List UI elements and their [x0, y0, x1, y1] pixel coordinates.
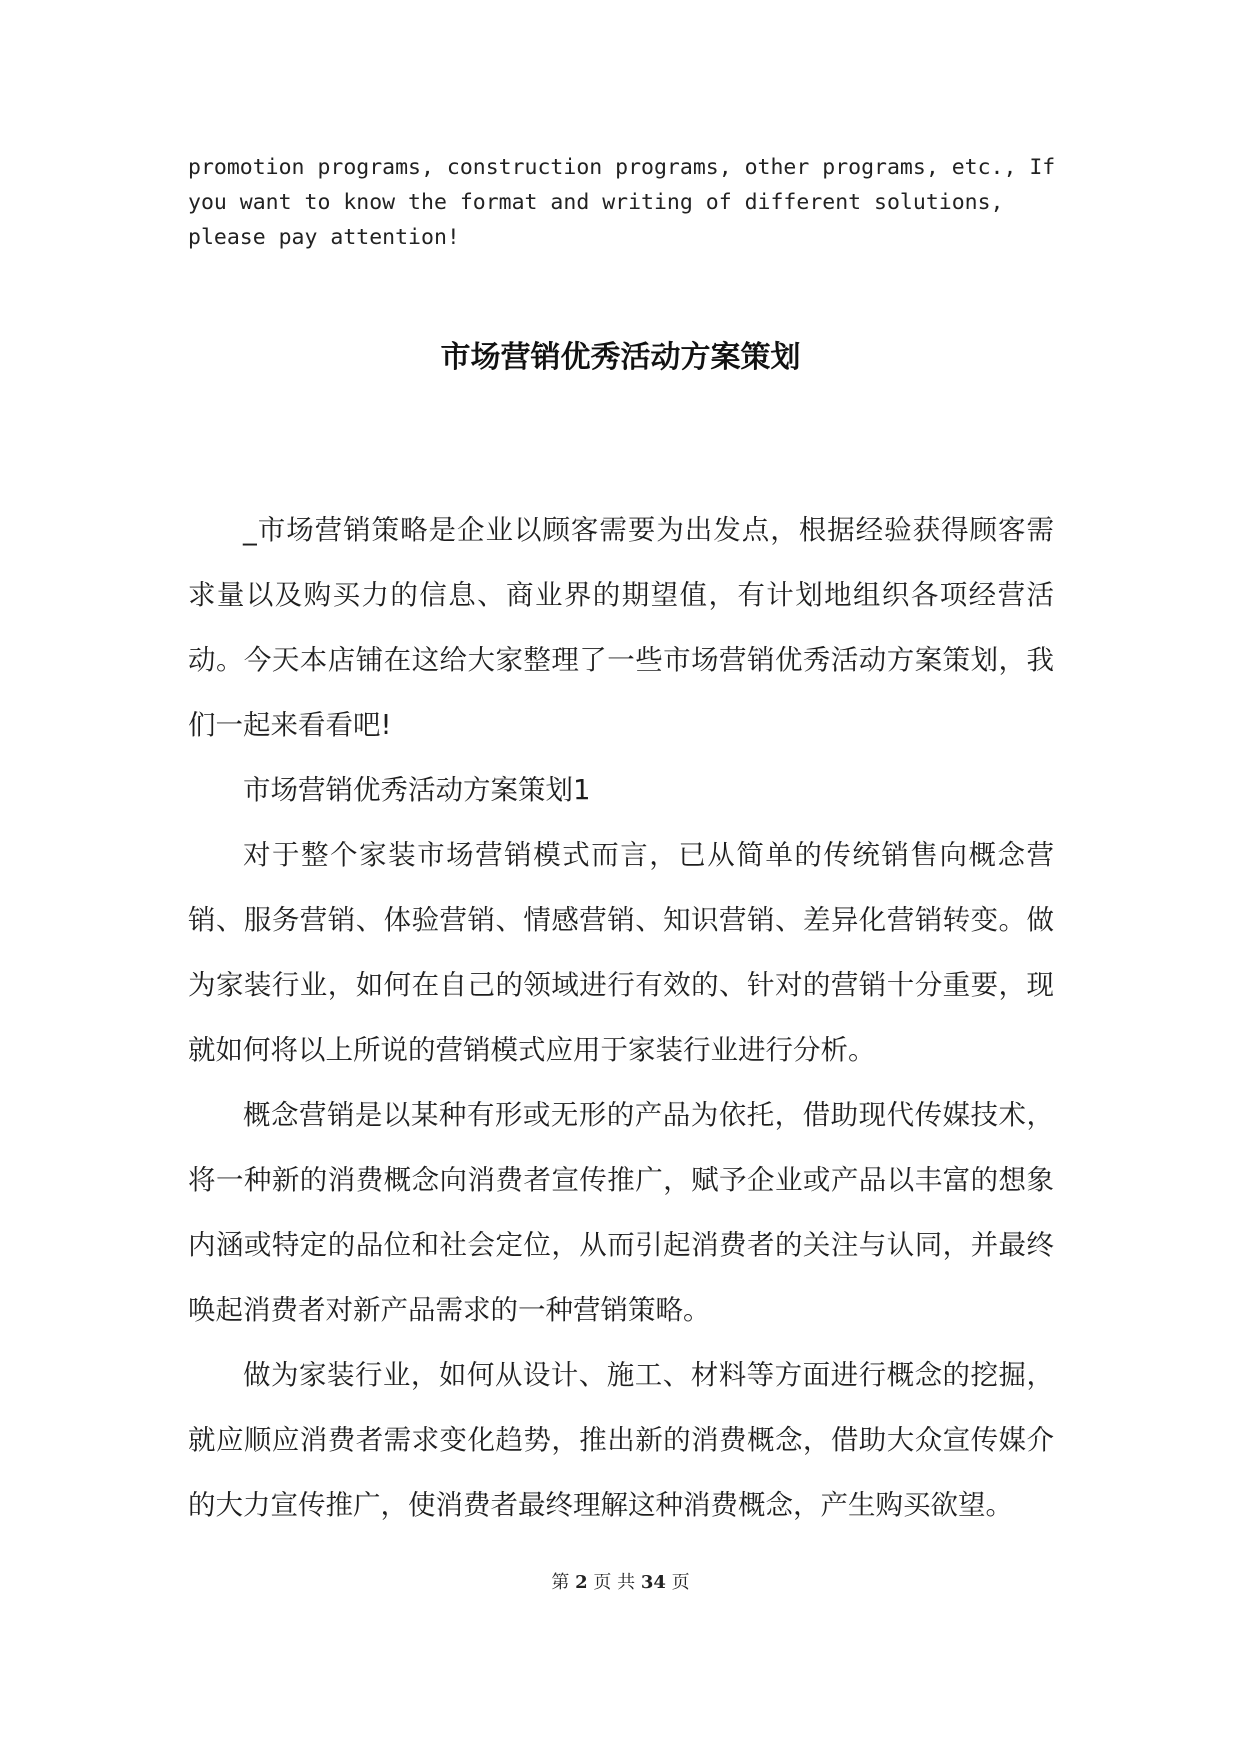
current-page-number: 2: [575, 1572, 588, 1593]
page-number-footer: [0, 1570, 1241, 1596]
paragraph-intro: _市场营销策略是企业以顾客需要为出发点，根据经验获得顾客需求量以及购买力的信息、商业界的期望值，有计划地组织各项经营活动。今天本店铺在这给大家整理了一些市场营销优秀活动方案策划，我们一起来看看吧!: [188, 514, 1054, 741]
document-body: [188, 498, 1054, 1538]
paragraph: 对于整个家装市场营销模式而言，已从简单的传统销售向概念营销、服务营销、体验营销、情感营销、知识营销、差异化营销转变。做为家装行业，如何在自己的领域进行有效的、针对的营销十分重要，现就如何将以上所说的营销模式应用于家装行业进行分析。: [188, 839, 1054, 1066]
footer-middle: 页 共: [593, 1572, 636, 1593]
paragraph: 概念营销是以某种有形或无形的产品为依托，借助现代传媒技术，将一种新的消费概念向消费者宣传推广，赋予企业或产品以丰富的想象内涵或特定的品位和社会定位，从而引起消费者的关注与认同，并最终唤起消费者对新产品需求的一种营销策略。: [188, 1099, 1054, 1326]
paragraph: 做为家装行业，如何从设计、施工、材料等方面进行概念的挖掘，就应顺应消费者需求变化趋势，推出新的消费概念，借助大众宣传媒介的大力宣传推广，使消费者最终理解这种消费概念，产生购买欲望。: [188, 1359, 1054, 1521]
intro-english-text: promotion programs, construction programs, other programs, etc., If you want to know the format and writing of different solutions, please pay attention!: [188, 155, 1056, 250]
footer-suffix: 页: [671, 1572, 690, 1593]
total-page-count: 34: [640, 1572, 666, 1593]
footer-prefix: 第: [551, 1572, 570, 1593]
section-heading: 市场营销优秀活动方案策划1: [243, 774, 591, 806]
document-title: 市场营销优秀活动方案策划: [440, 340, 801, 375]
